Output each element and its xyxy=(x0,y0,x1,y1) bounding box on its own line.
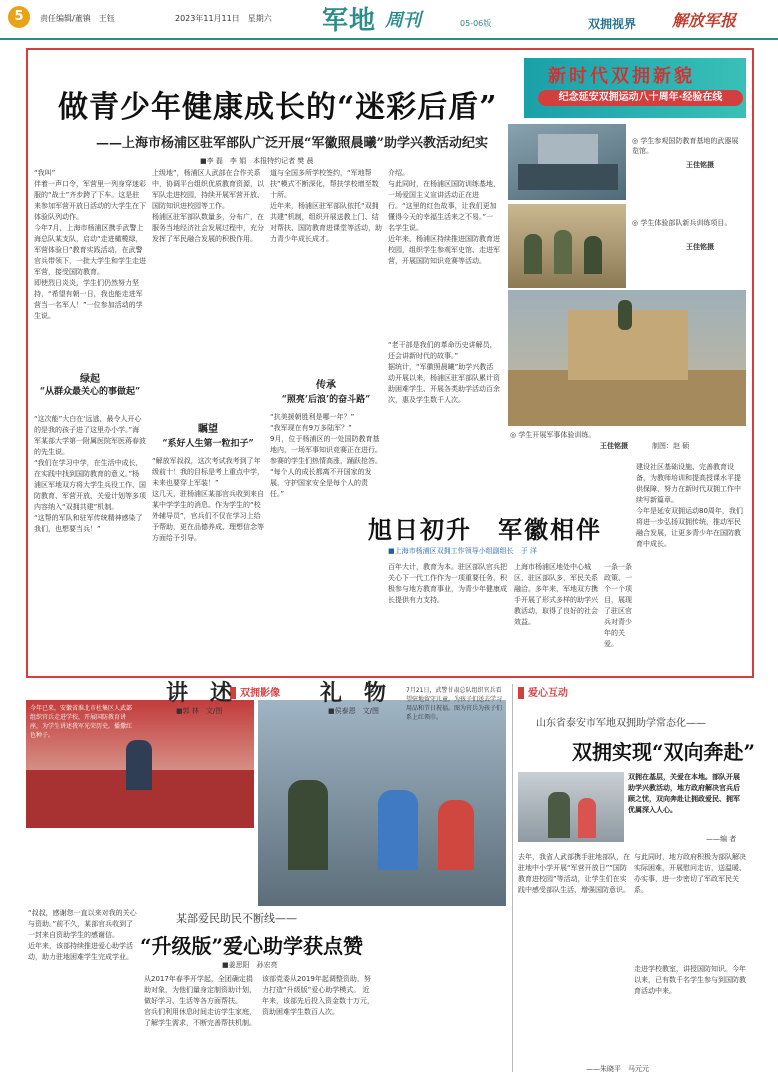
article-col3-text2: “抗美援朝胜利是哪一年？” “我军现在有9万多陆军？” 9月，位于杨浦区的一处国防教育基地内，一场军事知识竞赛正在进行。参赛的学生们热情高涨，踊跃抢答。 “每个人的成长都离不开国家的发展，守护国家安全是每个人的责任。” xyxy=(270,413,382,498)
feature-text-2: 从2017年春季开学起，全团确定捐助对象，为他们量身定制资助计划，做好学习、生活等各方面帮扶。 官兵们利用休息时间走访学生家庭，了解学生需求，不断完善帮扶机制。 xyxy=(144,975,256,1027)
feature-kicker: 某部爱民助民不断线—— xyxy=(176,912,297,925)
section-subhead-2: “系好人生第一粒扣子” xyxy=(162,439,254,449)
feature-text-3: 该部党委从2019年起调整资助，努力打造“升级版”爱心助学模式。 近年来，该部先后投入资金数十万元，资助困难学生数百人次。 xyxy=(262,975,374,1016)
banner-subtitle: 纪念延安双拥运动八十周年·经验在线 xyxy=(538,90,743,106)
section-subhead-3: “照亮‘后浪’的奋斗路” xyxy=(281,395,371,405)
lecture-title: 讲 述 xyxy=(166,680,233,706)
issue-pages: 05-06版 xyxy=(460,19,492,28)
photo-exhibition xyxy=(508,124,626,200)
banner-title: 新时代双拥新貌 xyxy=(548,66,695,87)
love-intro: 双拥在基层，关爱在本地。部队开展助学兴教活动，地方政府解决官兵后顾之忧，双向奔赴让拥政爱民、拥军优属深入人心。 xyxy=(628,773,740,814)
brand-title: 军地 xyxy=(322,6,377,36)
sidebar-title: 旭日初升 军徽相伴 xyxy=(368,515,602,544)
lecture-caption-placeholder xyxy=(60,640,140,710)
love-kicker: 山东省泰安市军地双拥助学常态化—— xyxy=(536,718,706,729)
photo2-caption: ◎ 学生体验部队新兵训练项目。 xyxy=(632,219,732,227)
love-author-sign: ——朱晓平 马元元 xyxy=(586,1065,649,1073)
article-col3-text: 道与全国多所学校签约，“军地帮扶”模式不断深化，帮扶学校增至数十所。 近年来，杨浦区驻军部队依托“双拥共建”机制，组织开展送教上门、结对帮扶、国防教育进课堂等活动，助力青少年成长成才。 xyxy=(270,169,382,243)
newspaper-logo: 解放军报 xyxy=(672,11,737,30)
feature-title: “升级版”爱心助学获点赞 xyxy=(140,934,364,958)
sidebar-text-4: 建设社区基础设施、完善教育设备，为教师培训和提高授课水平提供保障，努力在新时代双拥工作中续写新篇章。 今年是延安双拥运动80周年，我们将进一步弘扬双拥传统，推动军民融合发展，让更多青少年在国防教育中成长。 xyxy=(636,463,743,548)
sidebar-text-2: 上海市杨浦区地处中心城区，驻区部队多，军民关系融洽。多年来，军地双方携手开展了形式多样的助学兴教活动，取得了良好的社会效益。 xyxy=(514,563,598,626)
photo-climbing xyxy=(508,290,746,426)
lecture-author: ■郭 林 文/图 xyxy=(176,707,223,715)
gift-caption: 7月21日，武警甘肃总队组织官兵看望驻地留守儿童，为孩子们送去学习用品和节日祝福。图为官兵为孩子们系上红领巾。 xyxy=(406,687,503,721)
layout-credit: 制图：赵 硕 xyxy=(652,442,690,450)
gift-author: ■侯泰恩 文/图 xyxy=(328,707,379,715)
section-label-images: 双拥影像 xyxy=(230,684,280,698)
feature-byline: ■姜思阳 孙宏亮 xyxy=(222,961,278,969)
photo-interaction xyxy=(518,772,624,842)
page-number: 5 xyxy=(8,6,30,28)
sidebar-text-1: 百年大计，教育为本。驻区部队官兵把关心下一代工作作为一项重要任务，积极参与地方教育事业，为青少年健康成长提供有力支持。 xyxy=(388,563,507,604)
love-intro-author: ——编 者 xyxy=(706,835,737,843)
article-col1-text: “我叫” 伴着一声口令，军营里一列身穿迷彩服的“战士”齐步跨了下车。这是驻来参加军营开放日活动的大学生在下体验队列动作。 今年7月，上海市杨浦区携手武警上海总队某支队，启动“走进橄榄绿，军营体验日”教育实践活动，在武警官兵带领下，一批大学生和学生走进军营，接受国防教育。 即使烈日炎炎，学生们仍然努力坚持，“希望有朝一日，我也能走进军营当一名军人！”一位参加活动的学生说。 xyxy=(34,169,146,320)
gift-title: 礼 物 xyxy=(320,680,387,706)
article-col4-text: 介绍。 与此同时，在杨浦区国防训练基地，一场爱国主义宣讲活动正在进行。“这里的红色故事，让我们更加懂得今天的幸福生活来之不易。”一名学生说。 近年来，杨浦区持续推进国防教育进校园，组织学生参观军史馆、走进军营，开展国防知识竞赛等活动。 xyxy=(388,169,500,265)
section-head-1: 绿起 xyxy=(80,374,100,385)
photo2-author: 王佳铭摄 xyxy=(686,243,714,251)
love-text-2: 与此同时，地方政府积极为部队解决实际困难，开展慰问走访，送温暖、办实事，进一步密切了军政军民关系。 xyxy=(634,853,746,894)
issue-date: 2023年11月11日 星期六 xyxy=(175,14,272,23)
section-label-love: 爱心互动 xyxy=(518,684,568,698)
header-divider xyxy=(0,38,778,40)
love-title: 双拥实现“双向奔赴” xyxy=(572,740,756,764)
love-text-1: 去年，我省人武部携手驻地部队，在驻地中小学开展“军营开放日”“国防教育进校园”等活动，让学生们在实践中感受部队生活、增强国防意识。 xyxy=(518,853,630,894)
article-col4-text2: “老干部是我们的革命历史讲解员，还会讲新时代的故事。” 据统计，“军徽照晨曦”助学兴教活动开展以来，杨浦区驻军部队累计资助困难学生、开展各类助学活动百余次，惠及学生数千人次。 xyxy=(388,341,500,404)
feature-text-1: “叔叔，感谢您一直以来对我的关心与资助。”前不久，某部官兵收到了一封来自资助学生的感谢信。 近年来，该部持续推进爱心助学活动，助力驻地困难学生完成学业。 xyxy=(28,909,137,961)
article-col1-text2: “这次能”大白在‘远逃，最令人开心的是我的孩子进了这里办小学。”海军某部大学第一附属医院军医蒋春波的先生说。 “我们在学习中学，在生活中成长，在实践中找到国防教育的意义。”杨浦区军地双方将大学生兵役工作、国防教育、军营开放、关爱计划等多项内容纳入“双拥共建”机制。 “这帮的军队和驻军传统精神感染了我们，也想要当兵！” xyxy=(34,415,146,533)
section-head-3: 传承 xyxy=(316,380,336,391)
article-subtitle: ——上海市杨浦区驻军部队广泛开展“军徽照晨曦”助学兴教活动纪实 xyxy=(96,136,488,151)
brand-subtitle: 周刊 xyxy=(385,10,421,31)
sidebar-text-3: 一条一条政策、一个一个项目，展现了驻区官兵对青少年的关爱。 xyxy=(604,563,632,648)
article-col2-text2: “解放军叔叔，这次考试我考到了年级前十！我的目标是考上重点中学，未来也要穿上军装！” 这几天，驻杨浦区某部官兵收到来自某中学学生的消息。作为学生的“校外辅导员”，官兵们不仅在学习上给予帮助，更在品德养成、理想信念等方面给予引导。 xyxy=(152,457,264,542)
photo1-author: 王佳铭摄 xyxy=(686,161,714,169)
article-byline: ■李 磊 李 娟 本报特约记者 樊 晨 xyxy=(200,157,314,165)
photo-training xyxy=(508,204,626,288)
column-divider xyxy=(512,684,513,1072)
photo1-caption: ◎ 学生参观国防教育基地的武器展览馆。 xyxy=(632,137,739,155)
editors: 责任编辑/董镇 王钰 xyxy=(40,14,115,23)
section-name: 双拥视界 xyxy=(588,17,637,31)
photo3-caption: ◎ 学生开展军事体验训练。 xyxy=(510,431,596,439)
sidebar-byline: ■上海市杨浦区双拥工作领导小组副组长 于 洋 xyxy=(388,547,537,555)
article-col2-text: 上级地”，杨浦区人武部在合作关系中，协调平台组织优质教育资源，以军队走进校园，持续开展军营开放、国防知识进校园等工作。 杨浦区驻军部队数量多，分布广，在服务当地经济社会发展过程中，充分发挥了军民融合发展的积极作用。 xyxy=(152,169,264,243)
article-title: 做青少年健康成长的“迷彩后盾” xyxy=(58,90,498,125)
photo3-author: 王佳铭摄 xyxy=(600,442,628,450)
photo-gift xyxy=(258,700,506,906)
section-head-2: 瞩望 xyxy=(198,424,218,435)
section-subhead-1: “从群众最关心的事做起” xyxy=(39,387,141,397)
love-text-3: 走进学校教室，讲授国防知识。今年以来，已有数千名学生参与到国防教育活动中来。 xyxy=(634,965,746,995)
lecture-caption: 今年已来，安徽省淮北市杜集区人武部组织官兵走进学校，开展国防教育讲座，为学生讲述我军光荣历史，播撒红色种子。 xyxy=(30,705,133,739)
